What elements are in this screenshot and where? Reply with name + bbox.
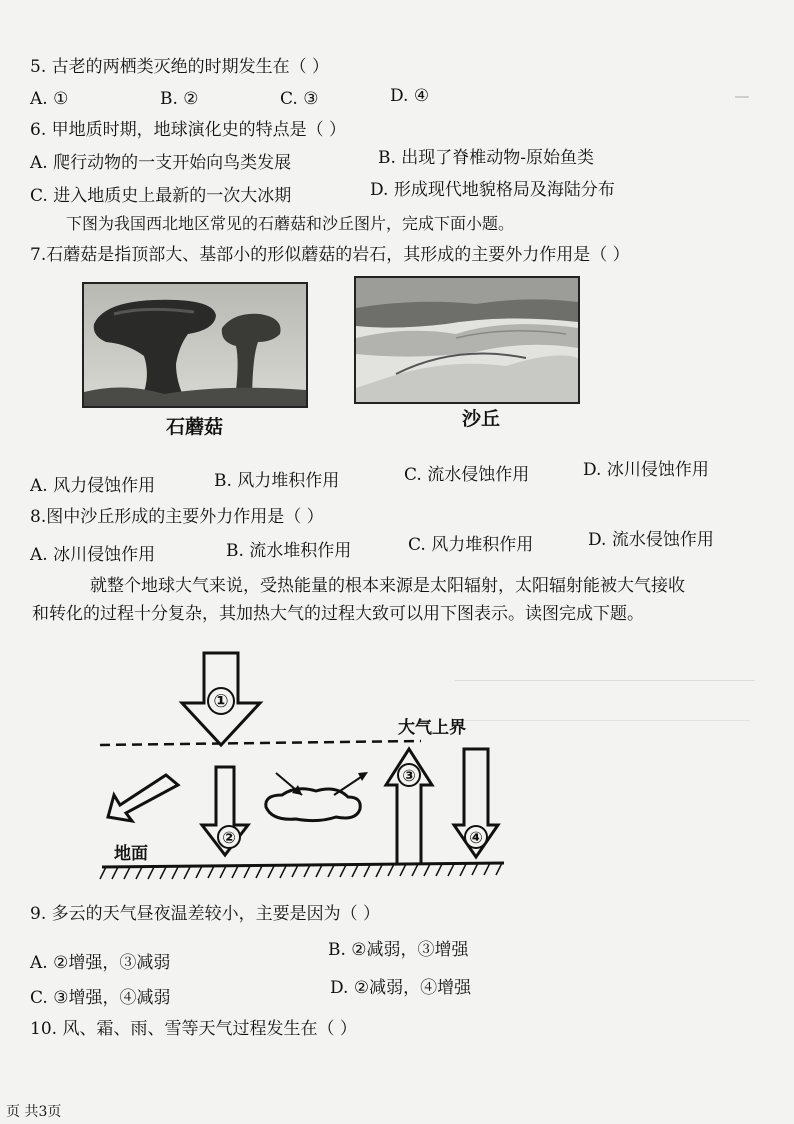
q8-option-b: B. 流水堆积作用 — [226, 541, 352, 561]
q8-option-a: A. 冰川侵蚀作用 — [30, 545, 156, 565]
q9-option-a: A. ②增强，③减弱 — [30, 953, 171, 973]
intro-paragraph-2-line-2: 和转化的过程十分复杂，其加热大气的过程大致可以用下图表示。读图完成下题。 — [32, 604, 644, 624]
intro-paragraph-1: 下图为我国西北地区常见的石蘑菇和沙丘图片，完成下面小题。 — [66, 214, 515, 233]
stone-mushroom-caption: 石蘑菇 — [166, 416, 224, 438]
q5-option-a: A. ① — [30, 89, 69, 109]
q7-option-c: C. 流水侵蚀作用 — [404, 465, 530, 485]
q5-option-d: D. ④ — [390, 86, 430, 106]
q6-option-c: C. 进入地质史上最新的一次大冰期 — [30, 186, 292, 206]
q9-option-b: B. ②减弱，③增强 — [328, 940, 469, 960]
q6-option-d: D. 形成现代地貌格局及海陆分布 — [370, 180, 615, 200]
question-6-stem: 6. 甲地质时期，地球演化史的特点是（ ） — [30, 120, 347, 140]
q6-option-a: A. 爬行动物的一支开始向鸟类发展 — [30, 153, 292, 173]
atmosphere-top-label: 大气上界 — [398, 718, 466, 738]
marker-3: ③ — [402, 766, 416, 785]
sand-dune-photo — [354, 276, 580, 404]
ground-label: 地面 — [114, 844, 148, 864]
q7-option-b: B. 风力堆积作用 — [214, 471, 340, 491]
q8-option-c: C. 风力堆积作用 — [408, 535, 534, 555]
question-9-stem: 9. 多云的天气昼夜温差较小，主要是因为（ ） — [30, 904, 381, 924]
marker-4: ④ — [469, 828, 483, 847]
q9-option-d: D. ②减弱，④增强 — [330, 978, 472, 998]
intro-paragraph-2-line-1: 就整个地球大气来说，受热能量的根本来源是太阳辐射，太阳辐射能被大气接收 — [90, 576, 685, 596]
q5-option-b: B. ② — [160, 89, 199, 109]
question-5-stem: 5. 古老的两栖类灭绝的时期发生在（ ） — [30, 57, 330, 77]
atmosphere-heating-diagram — [96, 645, 516, 899]
page-footer: 页 共3页 — [6, 1104, 62, 1120]
scan-speck — [735, 96, 749, 98]
question-7-stem: 7.石蘑菇是指顶部大、基部小的形似蘑菇的岩石，其形成的主要外力作用是（ ） — [30, 245, 630, 265]
marker-2: ② — [222, 828, 236, 847]
stone-mushroom-photo — [82, 282, 308, 408]
q7-option-a: A. 风力侵蚀作用 — [30, 476, 156, 496]
q8-option-d: D. 流水侵蚀作用 — [588, 530, 714, 550]
q5-option-c: C. ③ — [280, 89, 319, 109]
question-8-stem: 8.图中沙丘形成的主要外力作用是（ ） — [30, 507, 324, 527]
sand-dune-caption: 沙丘 — [462, 408, 501, 430]
q6-option-b: B. 出现了脊椎动物-原始鱼类 — [378, 148, 595, 168]
question-10-stem: 10. 风、霜、雨、雪等天气过程发生在（ ） — [30, 1019, 357, 1039]
q7-option-d: D. 冰川侵蚀作用 — [583, 460, 709, 480]
marker-1: ① — [213, 691, 229, 712]
q9-option-c: C. ③增强，④减弱 — [30, 988, 171, 1008]
